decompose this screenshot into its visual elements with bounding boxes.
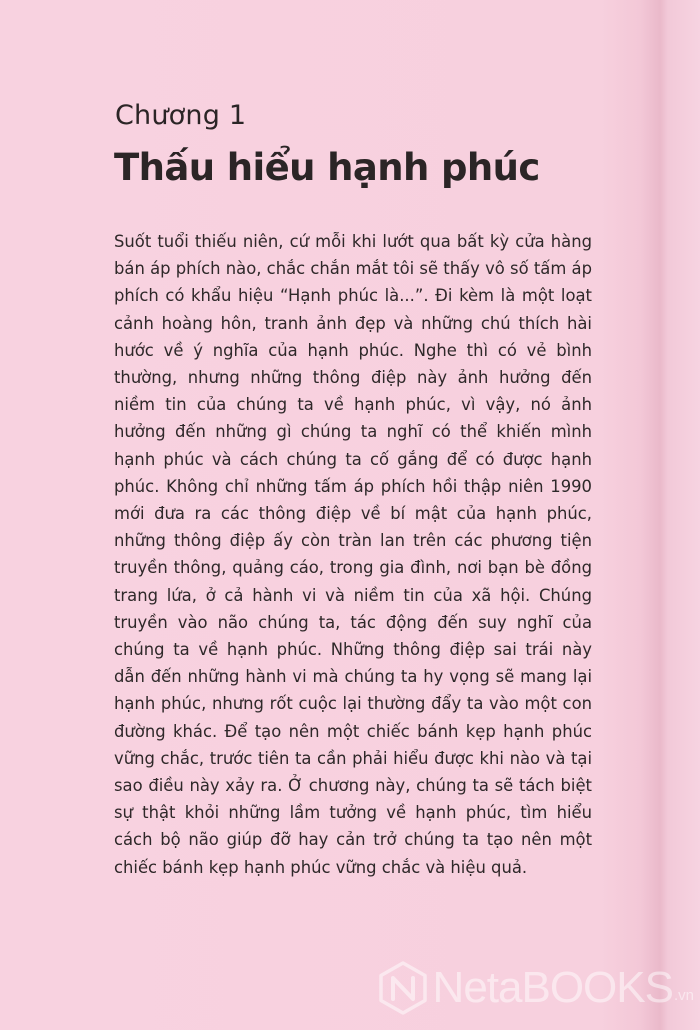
watermark-brand: NetaBOOKS <box>432 963 673 1012</box>
chapter-title: Thấu hiểu hạnh phúc <box>114 146 540 189</box>
chapter-label: Chương 1 <box>115 100 247 131</box>
watermark <box>377 960 694 1016</box>
watermark-tld: .vn <box>673 987 694 1004</box>
chapter-body-paragraph: Suốt tuổi thiếu niên, cứ mỗi khi lướt qua bất kỳ cửa hàng bán áp phích nào, chắc chắn mắt tôi sẽ thấy vô số tấm áp phích có khẩu hiệu “Hạnh phúc là...”. Đi kèm là một loạt cảnh hoàng hôn, tranh ảnh đẹp và những chú thích hài hước về ý nghĩa của hạnh phúc. Nghe thì có vẻ bình thường, nhưng những thông điệp này ảnh hưởng đến niềm tin của chúng ta về hạnh phúc, vì vậy, nó ảnh hưởng đến những gì chúng ta nghĩ có thể khiến mình hạnh phúc và cách chúng ta cố gắng để có được hạnh phúc. Không chỉ những tấm áp phích hồi thập niên 1990 mới đưa ra các thông điệp về bí mật của hạnh phúc, những thông điệp ấy còn tràn lan trên các phương tiện truyền thông, quảng cáo, trong gia đình, nơi bạn bè đồng trang lứa, ở cả hành vi và niềm tin của xã hội. Chúng truyền vào não chúng ta, tác động đến suy nghĩ của chúng ta về hạnh phúc. Những thông điệp sai trái này dẫn đến những hành vi mà chúng ta hy vọng sẽ mang lại hạnh phúc, nhưng rốt cuộc lại thường đẩy ta vào một con đường khác. Để tạo nên một chiếc bánh kẹp hạnh phúc vững chắc, trước tiên ta cần phải hiểu được khi nào và tại sao điều này xảy ra. Ở chương này, chúng ta sẽ tách biệt sự thật khỏi những lầm tưởng về hạnh phúc, tìm hiểu cách bộ não giúp đỡ hay cản trở chúng ta tạo nên một chiếc bánh kẹp hạnh phúc vững chắc và hiệu quả. <box>114 232 592 877</box>
netabooks-logo-icon <box>377 960 429 1016</box>
